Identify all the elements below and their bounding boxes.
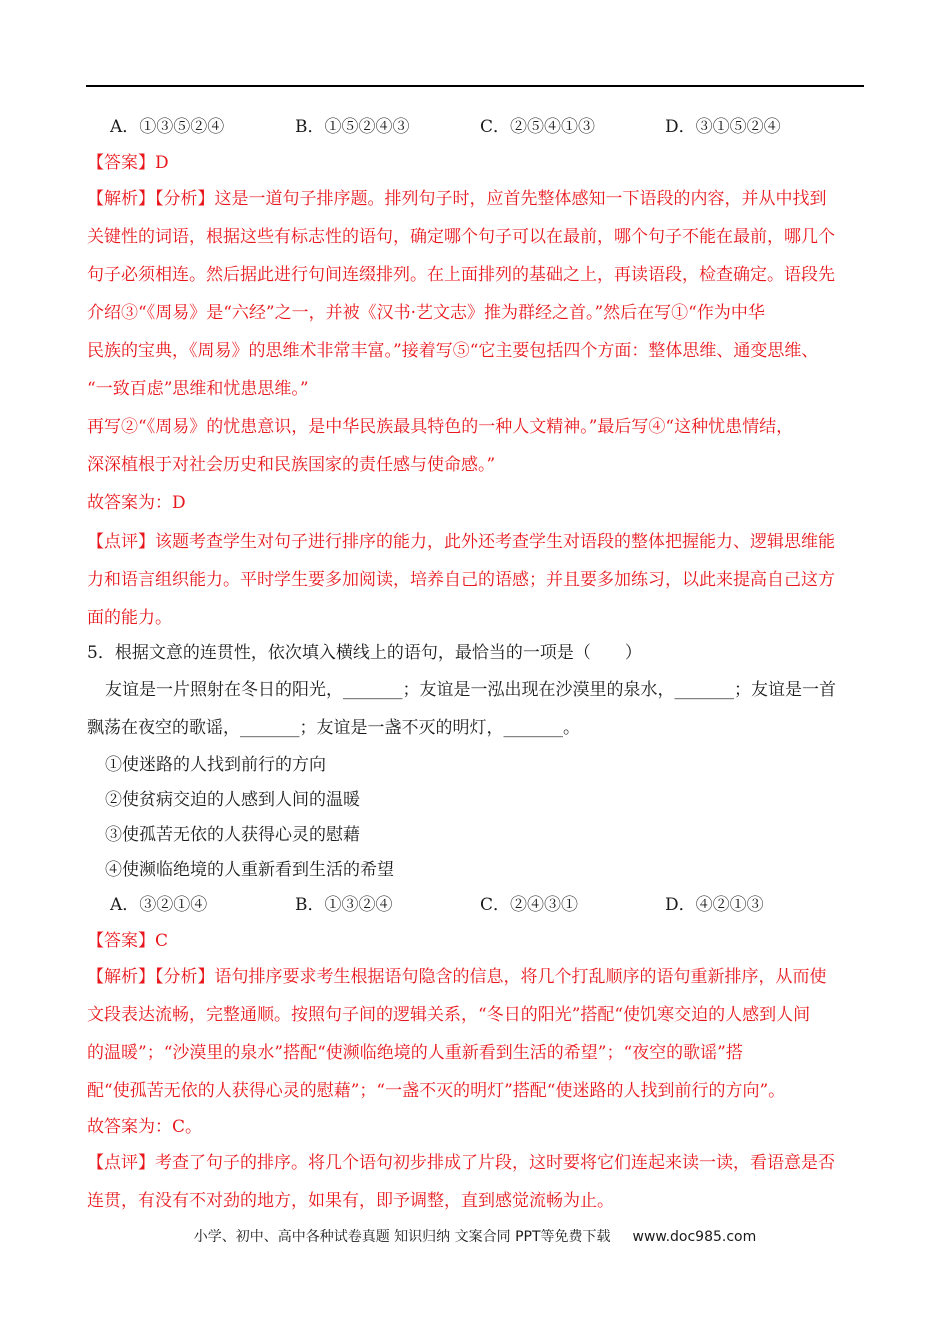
q5-item: ②使贫病交迫的人感到人间的温暖 [105, 790, 360, 810]
q5-analysis-line: 的温暖”；“沙漠里的泉水”搭配“使濒临绝境的人重新看到生活的希望”；“夜空的歌谣”搭 [87, 1043, 743, 1063]
q4-analysis-line: 介绍③“《周易》是“六经”之一，并被《汉书·艺文志》推为群经之首。”然后在写①“作为中华 [87, 303, 765, 323]
q4-analysis-line: 句子必须相连。然后据此进行句间连缀排列。在上面排列的基础之上，再读语段，检查确定。语段先 [87, 265, 835, 285]
q5-question: 5．根据文意的连贯性，依次填入横线上的语句，最恰当的一项是（ ） [87, 643, 642, 663]
q4-analysis-line: 再写②“《周易》的忧患意识，是中华民族最具特色的一种人文精神。”最后写④“这种忧患情结， [87, 417, 794, 437]
q4-analysis-line: 深深植根于对社会历史和民族国家的责任感与使命感。” [87, 455, 496, 475]
q5-comment-line: 【点评】考查了句子的排序。将几个语句初步排成了片段，这时要将它们连起来读一读，看语意是否 [87, 1153, 835, 1173]
q5-option-c: C．②④③① [480, 895, 579, 915]
q5-item: ③使孤苦无依的人获得心灵的慰藉 [105, 825, 360, 845]
q4-analysis-line: 关键性的词语，根据这些有标志性的语句，确定哪个句子可以在最前，哪个句子不能在最前，哪几个 [87, 227, 835, 247]
q5-option-a: A．③②①④ [110, 895, 208, 915]
q5-option-b: B．①③②④ [295, 895, 393, 915]
q4-final-answer: 故答案为：D [87, 493, 186, 513]
q4-analysis-line: 【解析】【分析】这是一道句子排序题。排列句子时，应首先整体感知一下语段的内容，并从中找到 [87, 189, 827, 209]
footer-text: 小学、初中、高中各种试卷真题 知识归纳 文案合同 PPT等免费下载 [193, 1229, 611, 1245]
q5-item: ①使迷路的人找到前行的方向 [105, 755, 326, 775]
q4-answer: 【答案】D [87, 153, 169, 173]
page-footer [0, 1226, 950, 1246]
q5-analysis-line: 文段表达流畅，完整通顺。按照句子间的逻辑关系，“冬日的阳光”搭配“使饥寒交迫的人感到人间 [87, 1005, 811, 1025]
q5-analysis-line: 【解析】【分析】语句排序要求考生根据语句隐含的信息，将几个打乱顺序的语句重新排序，从而使 [87, 967, 827, 987]
q5-comment-line: 连贯，有没有不对劲的地方，如果有，即予调整，直到感觉流畅为止。 [87, 1191, 614, 1211]
q5-item: ④使濒临绝境的人重新看到生活的希望 [105, 860, 394, 880]
q4-option-a: A．①③⑤②④ [110, 117, 225, 137]
q4-comment-line: 【点评】该题考查学生对句子进行排序的能力，此外还考查学生对语段的整体把握能力、逻辑思维能 [87, 532, 835, 552]
q5-passage-line: 友谊是一片照射在冬日的阳光，_______；友谊是一泓出现在沙漠里的泉水，_______；友谊是一首 [105, 680, 836, 700]
footer-url[interactable]: www.doc985.com [632, 1229, 757, 1245]
q5-passage-line: 飘荡在夜空的歌谣，_______；友谊是一盏不灭的明灯，_______。 [87, 718, 580, 738]
q5-option-d: D．④②①③ [665, 895, 764, 915]
q4-analysis-line: 民族的宝典，《周易》的思维术非常丰富。”接着写⑤“它主要包括四个方面：整体思维、通变思维、 [87, 341, 819, 361]
q4-option-b: B．①⑤②④③ [295, 117, 410, 137]
q4-analysis-line: “一致百虑”思维和忧患思维。” [87, 379, 309, 399]
q5-analysis-line: 配“使孤苦无依的人获得心灵的慰藉”；“一盏不灭的明灯”搭配“使迷路的人找到前行的方向”。 [87, 1081, 786, 1101]
q4-comment-line: 力和语言组织能力。平时学生要多加阅读，培养自己的语感；并且要多加练习，以此来提高自己这方 [87, 570, 835, 590]
header-rule [86, 85, 864, 87]
q5-final-answer: 故答案为：C。 [87, 1117, 203, 1137]
q5-answer: 【答案】C [87, 931, 169, 951]
q4-option-c: C．②⑤④①③ [480, 117, 596, 137]
q4-option-d: D．③①⑤②④ [665, 117, 781, 137]
q4-comment-line: 面的能力。 [87, 608, 172, 628]
